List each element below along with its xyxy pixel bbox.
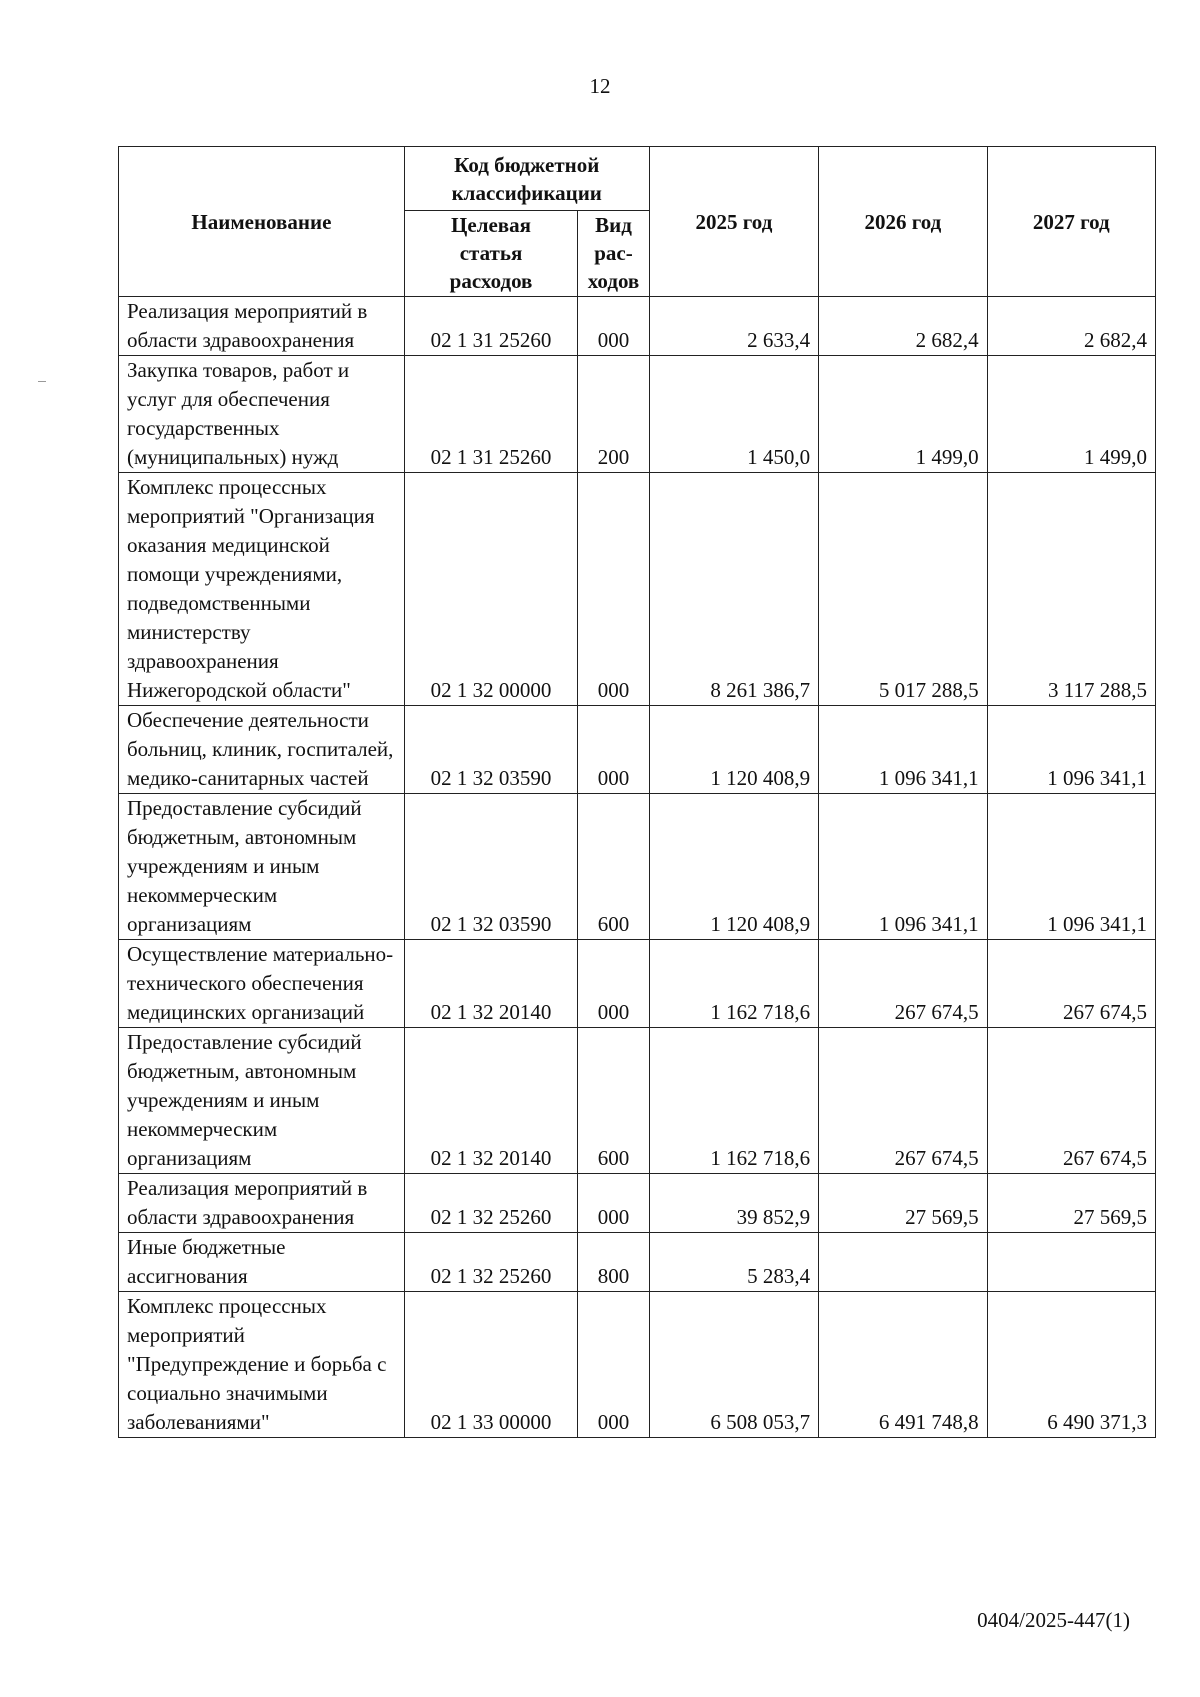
row-2026: 1 499,0 — [819, 356, 987, 473]
header-2025: 2025 год — [649, 147, 818, 297]
row-name: Реализация мероприятий в области здравоохранения — [119, 297, 405, 356]
row-2027: 27 569,5 — [987, 1174, 1155, 1233]
row-name: Обеспечение деятельности больниц, клиник, госпиталей, медико-санитарных частей — [119, 706, 405, 794]
row-2027: 267 674,5 — [987, 940, 1155, 1028]
header-expense-kind: Вид рас-ходов — [578, 211, 649, 297]
row-code: 02 1 31 25260 — [404, 356, 578, 473]
row-code: 02 1 32 25260 — [404, 1233, 578, 1292]
row-kind: 200 — [578, 356, 649, 473]
row-2026: 1 096 341,1 — [819, 706, 987, 794]
row-name: Комплекс процессных мероприятий "Организация оказания медицинской помощи учреждениями, подведомственными министерству здравоохранения Нижегородской области" — [119, 473, 405, 706]
row-kind: 000 — [578, 1292, 649, 1438]
row-2026: 267 674,5 — [819, 1028, 987, 1174]
row-2027: 2 682,4 — [987, 297, 1155, 356]
header-target-item: Целевая статья расходов — [404, 211, 578, 297]
header-name: Наименование — [119, 147, 405, 297]
row-2025: 5 283,4 — [649, 1233, 818, 1292]
budget-table — [118, 146, 1156, 1438]
row-code: 02 1 32 20140 — [404, 940, 578, 1028]
header-code-group: Код бюджетной классификации — [404, 147, 649, 211]
row-kind: 000 — [578, 473, 649, 706]
table-row — [119, 473, 1156, 706]
row-2026: 5 017 288,5 — [819, 473, 987, 706]
row-kind: 600 — [578, 1028, 649, 1174]
table-row — [119, 356, 1156, 473]
row-code: 02 1 32 20140 — [404, 1028, 578, 1174]
row-code: 02 1 32 00000 — [404, 473, 578, 706]
row-2027: 1 499,0 — [987, 356, 1155, 473]
row-kind: 000 — [578, 940, 649, 1028]
table-row — [119, 1233, 1156, 1292]
row-kind: 600 — [578, 794, 649, 940]
header-2026: 2026 год — [819, 147, 987, 297]
row-2026: 267 674,5 — [819, 940, 987, 1028]
row-2027: 6 490 371,3 — [987, 1292, 1155, 1438]
row-2027: 267 674,5 — [987, 1028, 1155, 1174]
row-2025: 1 162 718,6 — [649, 1028, 818, 1174]
row-kind: 800 — [578, 1233, 649, 1292]
table-row — [119, 940, 1156, 1028]
row-code: 02 1 32 25260 — [404, 1174, 578, 1233]
row-name: Иные бюджетные ассигнования — [119, 1233, 405, 1292]
row-2026: 27 569,5 — [819, 1174, 987, 1233]
row-2026: 6 491 748,8 — [819, 1292, 987, 1438]
row-2025: 8 261 386,7 — [649, 473, 818, 706]
table-row — [119, 1174, 1156, 1233]
row-2027 — [987, 1233, 1155, 1292]
table-row — [119, 706, 1156, 794]
row-name: Реализация мероприятий в области здравоохранения — [119, 1174, 405, 1233]
row-code: 02 1 33 00000 — [404, 1292, 578, 1438]
row-name: Осуществление материально-технического обеспечения медицинских организаций — [119, 940, 405, 1028]
row-name: Предоставление субсидий бюджетным, автономным учреждениям и иным некоммерческим организациям — [119, 794, 405, 940]
row-2025: 2 633,4 — [649, 297, 818, 356]
table-row — [119, 1292, 1156, 1438]
row-2025: 1 450,0 — [649, 356, 818, 473]
row-2027: 1 096 341,1 — [987, 794, 1155, 940]
document-code: 0404/2025-447(1) — [977, 1608, 1130, 1632]
row-2027: 1 096 341,1 — [987, 706, 1155, 794]
page-number: 12 — [589, 74, 611, 98]
row-2026: 1 096 341,1 — [819, 794, 987, 940]
row-2025: 1 162 718,6 — [649, 940, 818, 1028]
row-kind: 000 — [578, 297, 649, 356]
row-code: 02 1 32 03590 — [404, 706, 578, 794]
row-2025: 1 120 408,9 — [649, 794, 818, 940]
table-row — [119, 794, 1156, 940]
row-kind: 000 — [578, 1174, 649, 1233]
row-2026: 2 682,4 — [819, 297, 987, 356]
row-name: Комплекс процессных мероприятий "Предупреждение и борьба с социально значимыми заболеваниями" — [119, 1292, 405, 1438]
header-2027: 2027 год — [987, 147, 1155, 297]
row-2025: 1 120 408,9 — [649, 706, 818, 794]
row-name: Предоставление субсидий бюджетным, автономным учреждениям и иным некоммерческим организациям — [119, 1028, 405, 1174]
row-name: Закупка товаров, работ и услуг для обеспечения государственных (муниципальных) нужд — [119, 356, 405, 473]
row-2026 — [819, 1233, 987, 1292]
row-2027: 3 117 288,5 — [987, 473, 1155, 706]
row-code: 02 1 31 25260 — [404, 297, 578, 356]
row-2025: 6 508 053,7 — [649, 1292, 818, 1438]
margin-mark — [38, 381, 46, 382]
row-kind: 000 — [578, 706, 649, 794]
table-row — [119, 1028, 1156, 1174]
row-code: 02 1 32 03590 — [404, 794, 578, 940]
table-row — [119, 297, 1156, 356]
row-2025: 39 852,9 — [649, 1174, 818, 1233]
